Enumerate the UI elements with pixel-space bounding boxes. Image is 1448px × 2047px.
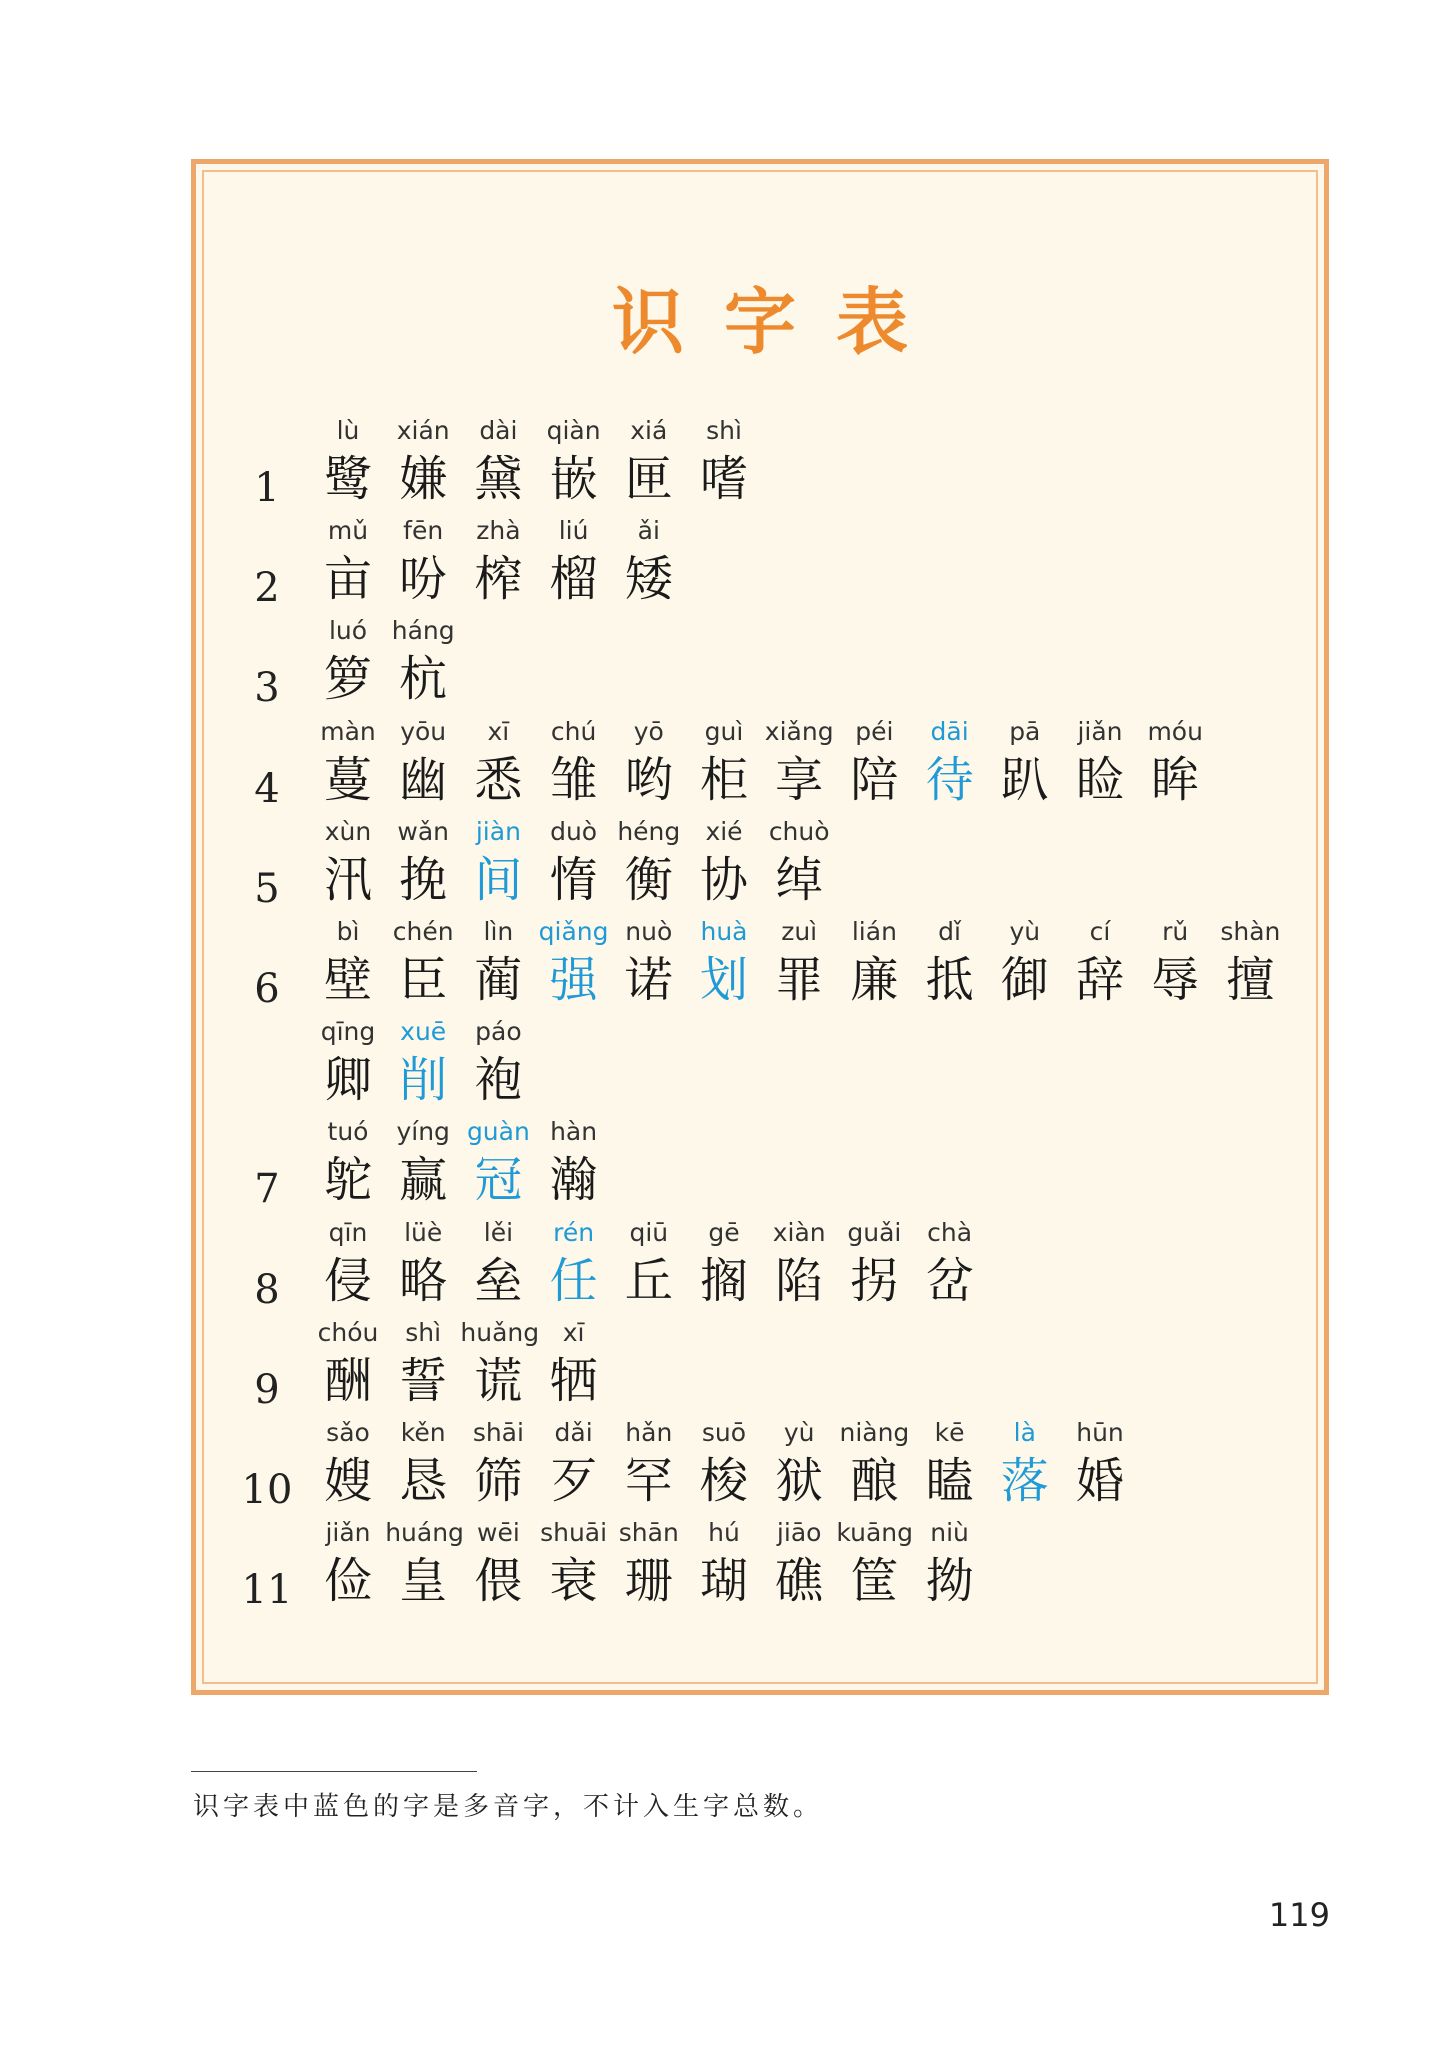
- pinyin: dāi: [930, 716, 969, 746]
- char-cell: [385, 414, 461, 510]
- char-cell: [310, 1316, 386, 1412]
- hanzi: 协: [699, 851, 748, 908]
- hanzi: 丘: [624, 1252, 673, 1309]
- char-cell: [611, 514, 687, 610]
- pinyin: rén: [553, 1217, 595, 1247]
- char-cell: [761, 915, 837, 1011]
- hanzi: 臣: [399, 952, 448, 1008]
- hanzi: 筛: [474, 1453, 523, 1509]
- char-cell: [310, 414, 386, 510]
- char-cell: [385, 614, 461, 710]
- pinyin: qiàn: [546, 416, 601, 445]
- table-row: [196, 715, 1324, 815]
- hanzi: 偎: [474, 1553, 523, 1610]
- pinyin: chà: [927, 1217, 973, 1247]
- hanzi: 廉: [850, 952, 899, 1008]
- hanzi: 惰: [549, 851, 598, 908]
- hanzi: 拗: [925, 1553, 974, 1610]
- pinyin: huà: [700, 917, 748, 946]
- char-cell: [460, 715, 536, 811]
- hanzi: 任: [549, 1252, 598, 1309]
- hanzi: 间: [474, 851, 523, 908]
- hanzi: 辞: [1075, 952, 1124, 1008]
- char-cell: [686, 1216, 762, 1312]
- pinyin: xī: [487, 716, 510, 746]
- char-list: [196, 715, 1324, 815]
- hanzi: 箩: [323, 651, 372, 708]
- pinyin: mǔ: [327, 516, 369, 546]
- pinyin: móu: [1147, 716, 1203, 746]
- lesson-number: 11: [241, 1567, 293, 1614]
- pinyin: nuò: [625, 917, 673, 946]
- pinyin: rǔ: [1162, 917, 1189, 946]
- hanzi: 罕: [624, 1453, 673, 1509]
- hanzi: 誓: [399, 1352, 448, 1409]
- hanzi: 吩: [399, 551, 448, 608]
- hanzi: 婚: [1075, 1453, 1124, 1509]
- pinyin: xī: [562, 1317, 585, 1347]
- polyphonic-char-cell: [536, 915, 612, 1011]
- hanzi: 嫂: [323, 1453, 372, 1509]
- hanzi: 汛: [323, 851, 372, 908]
- hanzi: 嗜: [699, 451, 748, 507]
- char-cell: [536, 1316, 612, 1412]
- char-cell: [536, 414, 612, 510]
- hanzi: 雏: [549, 751, 598, 808]
- lesson-number: 4: [254, 765, 280, 812]
- char-list: [196, 614, 1324, 714]
- char-cell: [1062, 915, 1138, 1011]
- char-list: [196, 1316, 1324, 1416]
- table-row: [196, 1416, 1324, 1516]
- lesson-number: 10: [241, 1467, 293, 1513]
- char-cell: [460, 1416, 536, 1512]
- pinyin: xiá: [630, 416, 668, 445]
- hanzi: 趴: [1000, 751, 1049, 808]
- char-cell: [761, 1516, 837, 1612]
- hanzi: 搁: [699, 1252, 748, 1309]
- pinyin: shì: [706, 416, 742, 445]
- char-cell: [310, 514, 386, 610]
- hanzi: 榴: [549, 551, 598, 608]
- pinyin: dài: [479, 416, 518, 445]
- pinyin: lüè: [404, 1217, 443, 1247]
- char-list: [196, 1015, 1324, 1115]
- hanzi: 擅: [1226, 952, 1275, 1008]
- hanzi: 诺: [624, 952, 673, 1008]
- char-cell: [460, 514, 536, 610]
- table-row: [196, 1316, 1324, 1416]
- hanzi: 礁: [775, 1553, 824, 1610]
- char-cell: [836, 1516, 912, 1612]
- hanzi: 匣: [624, 451, 673, 507]
- pinyin: háng: [391, 616, 455, 646]
- pinyin: niàng: [839, 1418, 910, 1447]
- lesson-number: 6: [254, 966, 280, 1012]
- hanzi: 待: [925, 751, 974, 808]
- pinyin: guì: [704, 716, 744, 746]
- char-cell: [836, 1416, 912, 1512]
- pinyin: yō: [633, 716, 664, 746]
- hanzi: 袍: [474, 1052, 523, 1109]
- char-cell: [385, 1115, 461, 1211]
- hanzi: 瞌: [925, 1453, 974, 1509]
- pinyin: yù: [783, 1418, 815, 1447]
- hanzi: 恳: [399, 1453, 448, 1509]
- char-cell: [536, 1416, 612, 1512]
- char-cell: [761, 1216, 837, 1312]
- hanzi: 歹: [549, 1453, 598, 1509]
- hanzi: 罪: [775, 952, 824, 1008]
- hanzi: 鸵: [323, 1152, 372, 1209]
- pinyin: dǎi: [554, 1418, 593, 1447]
- table-row: [196, 1516, 1324, 1616]
- char-cell: [460, 1015, 536, 1111]
- pinyin: zhà: [476, 516, 521, 546]
- pinyin: chú: [550, 716, 597, 746]
- hanzi: 略: [399, 1252, 448, 1309]
- pinyin: lù: [336, 416, 360, 445]
- table-row: [196, 514, 1324, 614]
- char-cell: [1137, 715, 1213, 811]
- polyphonic-char-cell: [987, 1416, 1063, 1512]
- hanzi: 陷: [775, 1252, 824, 1309]
- hanzi: 瀚: [549, 1152, 598, 1209]
- page-title: 识字表: [611, 279, 948, 364]
- table-row: [196, 414, 1324, 514]
- char-cell: [536, 1516, 612, 1612]
- pinyin: luó: [328, 616, 368, 646]
- pinyin: xiǎng: [764, 716, 834, 746]
- pinyin: qīn: [328, 1217, 368, 1247]
- lesson-number: 5: [254, 865, 280, 912]
- page-number: 119: [1268, 1896, 1330, 1934]
- pinyin: zuì: [781, 917, 818, 946]
- hanzi: 蔺: [474, 952, 523, 1008]
- pinyin: qiū: [629, 1217, 669, 1247]
- hanzi: 陪: [850, 751, 899, 808]
- hanzi: 酬: [323, 1352, 372, 1409]
- hanzi: 冠: [474, 1152, 523, 1209]
- table-row: [196, 1115, 1324, 1215]
- char-cell: [611, 715, 687, 811]
- char-cell: [385, 1516, 464, 1612]
- hanzi: 衡: [624, 851, 673, 908]
- lesson-number: 9: [254, 1366, 280, 1413]
- char-cell: [686, 1516, 762, 1612]
- char-cell: [686, 815, 762, 911]
- pinyin: chén: [392, 917, 454, 946]
- pinyin: fēn: [403, 516, 444, 546]
- char-cell: [460, 1216, 536, 1312]
- char-cell: [836, 715, 912, 811]
- pinyin: pā: [1009, 716, 1041, 746]
- char-cell: [385, 1316, 461, 1412]
- char-cell: [611, 1216, 687, 1312]
- hanzi: 削: [399, 1052, 448, 1109]
- char-cell: [987, 915, 1063, 1011]
- pinyin: wēi: [477, 1518, 520, 1548]
- pinyin: lìn: [483, 917, 514, 946]
- char-cell: [912, 1416, 988, 1512]
- char-table: [196, 164, 1324, 1690]
- pinyin: dǐ: [938, 917, 961, 946]
- char-cell: [611, 414, 687, 510]
- polyphonic-char-cell: [912, 715, 988, 811]
- char-cell: [385, 1216, 461, 1312]
- polyphonic-char-cell: [536, 1216, 612, 1312]
- pinyin: huáng: [385, 1518, 464, 1548]
- pinyin: yù: [1009, 917, 1041, 946]
- hanzi: 皇: [399, 1553, 448, 1610]
- hanzi: 拐: [850, 1252, 899, 1309]
- pinyin: shàn: [1220, 917, 1281, 946]
- char-cell: [536, 815, 612, 911]
- footnote-divider: [191, 1771, 477, 1772]
- pinyin: jiǎn: [1077, 716, 1123, 746]
- pinyin: ǎi: [637, 516, 660, 546]
- pinyin: qiǎng: [538, 917, 609, 946]
- pinyin: péi: [855, 716, 894, 746]
- hanzi: 瑚: [699, 1553, 748, 1610]
- pinyin: jiāo: [776, 1518, 822, 1548]
- char-cell: [460, 414, 536, 510]
- table-row: [196, 1015, 1324, 1115]
- hanzi: 赢: [399, 1152, 448, 1209]
- hanzi: 黛: [474, 451, 523, 507]
- char-cell: [536, 1115, 612, 1211]
- char-cell: [912, 915, 988, 1011]
- char-cell: [912, 1516, 988, 1612]
- hanzi: 矮: [624, 551, 673, 608]
- pinyin: huǎng: [460, 1317, 540, 1347]
- char-cell: [310, 1416, 386, 1512]
- char-cell: [611, 1516, 687, 1612]
- pinyin: chóu: [317, 1317, 379, 1347]
- pinyin: héng: [617, 816, 681, 846]
- char-cell: [460, 1516, 536, 1612]
- hanzi: 哟: [624, 751, 673, 808]
- pinyin: xùn: [324, 816, 372, 846]
- hanzi: 衰: [549, 1553, 598, 1610]
- pinyin: bì: [336, 917, 360, 946]
- char-cell: [761, 815, 837, 911]
- polyphonic-char-cell: [460, 1115, 536, 1211]
- char-list: [196, 1516, 1324, 1616]
- char-cell: [310, 815, 386, 911]
- char-cell: [310, 915, 386, 1011]
- pinyin: lián: [851, 917, 897, 946]
- char-cell: [836, 1216, 912, 1312]
- char-cell: [536, 715, 612, 811]
- pinyin: hūn: [1076, 1418, 1124, 1447]
- char-cell: [1062, 715, 1138, 811]
- pinyin: jiàn: [475, 816, 521, 846]
- hanzi: 卿: [323, 1052, 372, 1109]
- pinyin: sǎo: [326, 1418, 370, 1447]
- hanzi: 悉: [474, 751, 523, 808]
- char-list: [196, 815, 1324, 915]
- pinyin: cí: [1089, 917, 1111, 946]
- pinyin: shuāi: [540, 1518, 608, 1548]
- lesson-number: 8: [254, 1266, 280, 1313]
- char-cell: [385, 815, 461, 911]
- pinyin: xiàn: [772, 1217, 826, 1247]
- char-cell: [1212, 915, 1288, 1011]
- char-cell: [761, 1416, 837, 1512]
- pinyin: páo: [475, 1017, 522, 1047]
- char-cell: [686, 414, 762, 510]
- char-list: [196, 514, 1324, 614]
- pinyin: duò: [550, 816, 598, 846]
- char-list: [196, 414, 1324, 514]
- char-cell: [611, 1416, 687, 1512]
- pinyin: kē: [934, 1418, 965, 1447]
- pinyin: là: [1013, 1418, 1036, 1447]
- char-cell: [686, 1416, 762, 1512]
- pinyin: guàn: [466, 1117, 530, 1147]
- polyphonic-char-cell: [686, 915, 762, 1011]
- pinyin: hú: [708, 1518, 740, 1548]
- hanzi: 俭: [323, 1553, 372, 1610]
- char-cell: [385, 514, 461, 610]
- hanzi: 眸: [1151, 751, 1200, 808]
- hanzi: 酿: [850, 1453, 899, 1509]
- char-list: [196, 1416, 1324, 1516]
- hanzi: 梭: [699, 1453, 748, 1509]
- pinyin: lěi: [483, 1217, 514, 1247]
- hanzi: 嵌: [549, 451, 598, 507]
- hanzi: 辱: [1151, 952, 1200, 1008]
- char-cell: [836, 915, 912, 1011]
- hanzi: 落: [1000, 1453, 1049, 1509]
- hanzi: 抵: [925, 952, 974, 1008]
- hanzi: 壁: [323, 952, 372, 1008]
- char-cell: [385, 915, 461, 1011]
- char-cell: [536, 514, 612, 610]
- hanzi: 蔓: [323, 751, 372, 808]
- lesson-number: 2: [254, 565, 280, 612]
- char-cell: [611, 915, 687, 1011]
- table-row: [196, 614, 1324, 714]
- pinyin: niù: [930, 1518, 969, 1548]
- char-cell: [310, 614, 386, 710]
- hanzi: 挽: [399, 851, 448, 908]
- hanzi: 鹭: [323, 451, 372, 507]
- pinyin: hǎn: [625, 1418, 673, 1447]
- hanzi: 狱: [775, 1453, 824, 1509]
- char-cell: [310, 1115, 386, 1211]
- char-cell: [761, 715, 837, 811]
- footnote: 识字表中蓝色的字是多音字，不计入生字总数。: [193, 1792, 824, 1822]
- char-cell: [460, 915, 536, 1011]
- hanzi: 珊: [624, 1553, 673, 1610]
- pinyin: yōu: [400, 716, 447, 746]
- pinyin: wǎn: [397, 816, 449, 846]
- char-cell: [611, 815, 687, 911]
- pinyin: kuāng: [836, 1518, 913, 1548]
- char-cell: [912, 1216, 988, 1312]
- hanzi: 牺: [549, 1352, 598, 1409]
- hanzi: 垒: [474, 1252, 523, 1309]
- char-cell: [385, 715, 461, 811]
- pinyin: chuò: [768, 816, 830, 846]
- char-cell: [987, 715, 1063, 811]
- hanzi: 亩: [323, 551, 372, 608]
- pinyin: suō: [701, 1418, 747, 1447]
- table-row: [196, 915, 1324, 1015]
- char-cell: [310, 1516, 386, 1612]
- hanzi: 划: [699, 952, 748, 1008]
- pinyin: hàn: [550, 1117, 598, 1147]
- hanzi: 幽: [399, 751, 448, 808]
- hanzi: 岔: [925, 1252, 974, 1309]
- pinyin: shāi: [472, 1418, 524, 1447]
- hanzi: 嫌: [399, 451, 448, 507]
- hanzi: 睑: [1075, 751, 1124, 808]
- polyphonic-char-cell: [385, 1015, 461, 1111]
- pinyin: guǎi: [847, 1217, 902, 1247]
- char-table-frame: [191, 159, 1329, 1695]
- pinyin: gē: [708, 1217, 740, 1247]
- hanzi: 杭: [399, 651, 448, 708]
- polyphonic-char-cell: [460, 815, 536, 911]
- hanzi: 谎: [474, 1352, 523, 1409]
- pinyin: kěn: [400, 1418, 446, 1447]
- hanzi: 绰: [775, 851, 824, 908]
- char-cell: [310, 715, 386, 811]
- hanzi: 筐: [850, 1553, 899, 1610]
- pinyin: xuē: [400, 1017, 447, 1047]
- pinyin: liú: [558, 516, 589, 546]
- table-row: [196, 1216, 1324, 1316]
- hanzi: 榨: [474, 551, 523, 608]
- pinyin: xié: [705, 816, 743, 846]
- char-list: [196, 1216, 1324, 1316]
- pinyin: màn: [320, 716, 376, 746]
- pinyin: shān: [618, 1518, 679, 1548]
- lesson-number: 7: [254, 1166, 280, 1213]
- hanzi: 侵: [323, 1252, 372, 1309]
- pinyin: yíng: [396, 1117, 450, 1147]
- char-list: [196, 1115, 1324, 1215]
- pinyin: tuó: [327, 1117, 369, 1147]
- char-cell: [310, 1216, 386, 1312]
- pinyin: shì: [405, 1317, 442, 1347]
- char-cell: [686, 715, 762, 811]
- pinyin: xián: [396, 416, 450, 445]
- pinyin: qīng: [320, 1017, 376, 1047]
- pinyin: jiǎn: [325, 1518, 371, 1548]
- char-cell: [385, 1416, 461, 1512]
- lesson-number: 1: [254, 465, 280, 511]
- hanzi: 享: [775, 751, 824, 808]
- table-row: [196, 815, 1324, 915]
- hanzi: 强: [549, 952, 598, 1008]
- char-cell: [1137, 915, 1213, 1011]
- char-list: [196, 915, 1324, 1015]
- lesson-number: 3: [254, 665, 280, 712]
- hanzi: 柜: [699, 751, 748, 808]
- char-cell: [460, 1316, 540, 1412]
- hanzi: 御: [1000, 952, 1049, 1008]
- char-cell: [1062, 1416, 1138, 1512]
- char-cell: [310, 1015, 386, 1111]
